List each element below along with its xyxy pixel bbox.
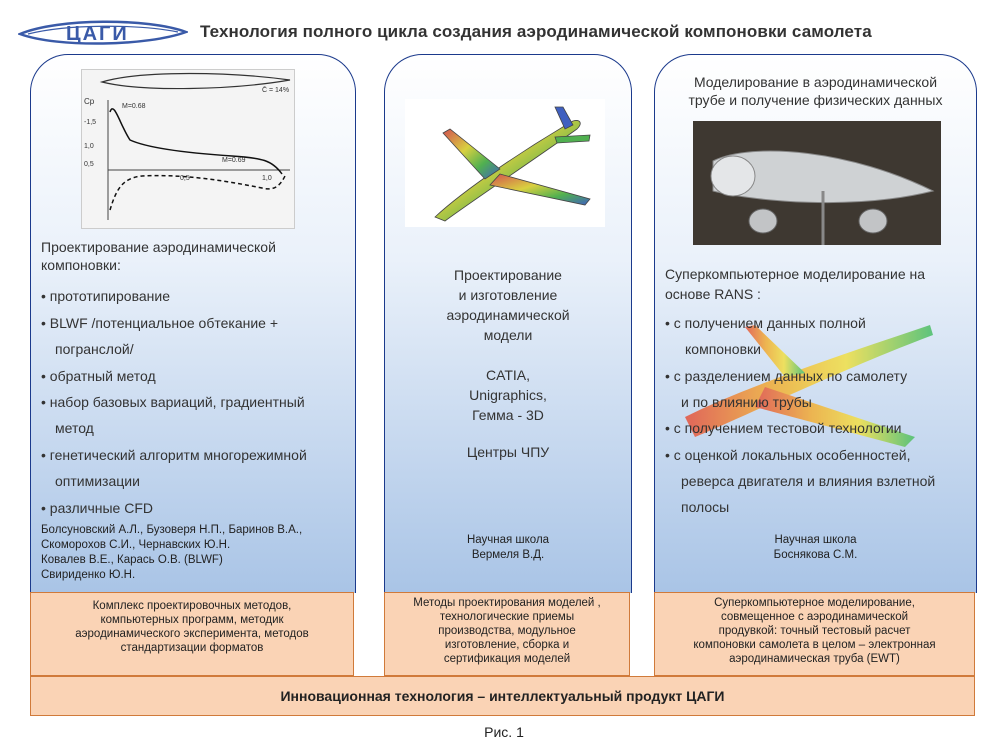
pressure-graph [81, 69, 295, 229]
bullet-item: • набор базовых вариаций, градиентный [41, 394, 305, 410]
summary-box-models: Методы проектирования моделей , технологические приемы производства, модульное изготовление, сборка и сертификация моделей [384, 592, 630, 676]
bullet-item: • с получением данных полной [665, 315, 866, 331]
scientific-school: Научная школа Вермеля В.Д. [466, 534, 550, 561]
wind-tunnel-caption: Моделирование в аэродинамической трубе и получение физических данных [688, 74, 943, 108]
figure-caption: Рис. 1 [484, 724, 524, 740]
model-heading: Проектирование и изготовление аэродинамической модели [446, 267, 570, 343]
innovation-banner: Инновационная технология – интеллектуальный продукт ЦАГИ [30, 676, 975, 716]
graph-label: C̄ = 14% [262, 87, 290, 94]
cad-systems: CATIA, Unigraphics, Гемма - 3D [469, 367, 547, 423]
bullet-item: оптимизации [55, 473, 140, 489]
scientific-school: Научная школа Боснякова С.М. [773, 534, 858, 561]
graph-tick: -1,5 [84, 119, 97, 126]
bullet-item: • обратный метод [41, 368, 156, 384]
bullet-item: метод [55, 420, 94, 436]
page-title: Технология полного цикла создания аэродинамической компоновки самолета [200, 22, 872, 41]
tsagi-logo [18, 16, 188, 50]
bullet-item: • прототипирование [41, 288, 170, 304]
summary-box-methods: Комплекс проектировочных методов, компьютерных программ, методик аэродинамического эксперимента, методов стандартизации форматов [30, 592, 354, 676]
bullet-item: • генетический алгоритм многорежимной [41, 447, 307, 463]
cnc-centers: Центры ЧПУ [466, 444, 550, 460]
wind-tunnel-photo [693, 121, 941, 245]
graph-tick: 0,5 [180, 175, 190, 182]
design-heading: Проектирование аэродинамической компоновки: [41, 239, 276, 273]
logo-text: ЦАГИ [66, 23, 129, 45]
column-model [384, 54, 632, 593]
bullet-item: • с оценкой локальных особенностей, [665, 447, 911, 463]
aircraft-model-image [405, 99, 605, 227]
column-simulation [654, 54, 977, 593]
bullet-item: • с разделением данных по самолету [665, 368, 908, 384]
graph-tick: 1,0 [262, 175, 272, 182]
bullet-item: • с получением тестовой технологии [665, 420, 902, 436]
bullet-item: • различные CFD [41, 500, 153, 516]
bullet-item: компоновки [685, 341, 761, 357]
graph-label: M=0.69 [222, 157, 246, 164]
bullet-item: и по влиянию трубы [681, 394, 812, 410]
authors: Болсуновский А.Л., Бузоверя Н.П., Баринов В.А., Скоморохов С.И., Чернавских Ю.Н. Ковалев В.Е., Карась О.В. (BLWF) Свириденко Ю.Н. [41, 524, 303, 581]
graph-label: M=0.68 [122, 103, 146, 110]
graph-tick: 0,5 [84, 161, 94, 168]
bullet-item: полосы [681, 499, 730, 515]
supercomputer-heading: Суперкомпьютерное моделирование на основе RANS : [665, 266, 926, 302]
summary-box-ewt: Суперкомпьютерное моделирование, совмещенное с аэродинамической продувкой: точный тестовый расчет компоновки самолета в целом – электронная аэродинамическая труба (EWT) [654, 592, 975, 676]
bullet-item: реверса двигателя и влияния взлетной [681, 473, 936, 489]
column-design [30, 54, 356, 593]
graph-ylabel: Cp [84, 97, 95, 106]
bullet-item: • BLWF /потенциальное обтекание + [41, 315, 279, 331]
graph-tick: 1,0 [84, 143, 94, 150]
bullet-item: погранслой/ [55, 341, 134, 357]
